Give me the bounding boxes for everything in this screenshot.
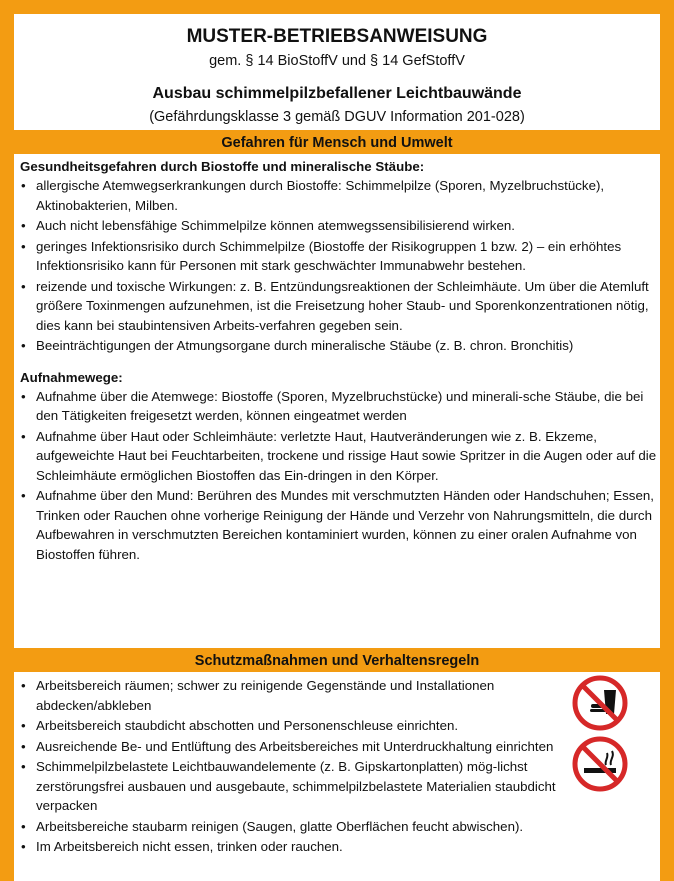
exposure-routes-list [14,387,660,565]
list-item: • Arbeitsbereich staubdicht abschotten und Personenschleuse einrichten. [21,718,459,733]
document-subtitle: gem. § 14 BioStoffV und § 14 GefStoffV [209,53,465,69]
no-eating-drinking-icon [571,674,629,732]
list-item: • allergische Atemwegserkrankungen durch Biostoffe: Schimmelpilze (Sporen, Myzelbruchstücke), Aktinobakterien, Milben. [21,178,605,213]
health-hazards-heading: Gesundheitsgefahren durch Biostoffe und mineralische Stäube: [20,159,425,174]
list-item: • geringes Infektionsrisiko durch Schimmelpilze (Biostoffe der Risikogruppen 1 bzw. 2) – ein erhöhtes Infektionsrisiko kann für Personen mit stark geschwächter Immunabwehr bestehen. [21,238,622,273]
protection-panel [14,672,660,881]
protection-measures-list [14,676,574,857]
document-title: MUSTER-BETRIEBSANWEISUNG [186,26,488,47]
health-hazards-list [14,176,660,356]
no-smoking-icon [571,735,629,793]
section-hazards-title: Gefahren für Mensch und Umwelt [221,135,453,151]
list-item: • Aufnahme über den Mund: Berühren des Mundes mit verschmutzten Händen oder Handschuhen; Essen, Trinken oder Rauchen ohne vorherige Reinigung der Hände und Verzehr von Nahrungsmitteln, die durch Aufbewahren in verschmutzten Bereichen kontaminiert wurden, können zu einer oralen Aufnahme von Biostoffen führen. [21,488,654,562]
list-item: • Auch nicht lebensfähige Schimmelpilze können atemwegssensibilisierend wirken. [21,218,515,233]
list-item: • reizende und toxische Wirkungen: z. B. Entzündungsreaktionen der Schleimhäute. Um über die Atemluft größere Toxinmengen aufzunehmen, ist die Freisetzung hoher Staub- und Sporenkonzentrationen nötig, dies kann bei staubintensiven Arbeits-verfahren gegeben sein. [21,278,649,333]
document-topic: Ausbau schimmelpilzbefallener Leichtbauwände [152,85,522,102]
list-item: • Schimmelpilzbelastete Leichtbauwandelemente (z. B. Gipskartonplatten) mög-lichst zerstörungsfrei ausbauen und ausgebaute, schimmelpilzbelastete Materialien staubdicht verpacken [21,759,556,813]
list-item: • Aufnahme über die Atemwege: Biostoffe (Sporen, Myzelbruchstücke) und minerali-sche Stäube, die bei den Tätigkeiten freigesetzt werden, können eingeatmet werden [21,388,644,423]
hazard-class-note: (Gefährdungsklasse 3 gemäß DGUV Information 201-028) [149,109,525,125]
list-item: • Im Arbeitsbereich nicht essen, trinken oder rauchen. [21,839,343,854]
list-item: • Beeinträchtigungen der Atmungsorgane durch mineralische Stäube (z. B. chron. Bronchitis) [21,338,574,353]
list-item: • Arbeitsbereich räumen; schwer zu reinigende Gegenstände und Installationen abdecken/abkleben [21,678,495,713]
list-item: • Arbeitsbereiche staubarm reinigen (Saugen, glatte Oberflächen feucht abwischen). [21,818,524,834]
hazards-panel [14,154,660,648]
exposure-routes-heading: Aufnahmewege: [20,369,123,385]
section-protection-title: Schutzmaßnahmen und Verhaltensregeln [194,653,480,669]
header-panel [14,14,660,130]
list-item: • Aufnahme über Haut oder Schleimhäute: verletzte Haut, Hautveränderungen wie z. B. Ekzeme, aufgeweichte Haut bei Feuchtarbeiten, trockene und rissige Haut sowie Spritzer in die Augen oder auf die Schleimhäute ermöglichen Biostoffen das Ein-dringen in den Körper. [21,428,657,483]
list-item: • Ausreichende Be- und Entlüftung des Arbeitsbereiches mit Unterdruckhaltung einrichten [21,738,554,754]
